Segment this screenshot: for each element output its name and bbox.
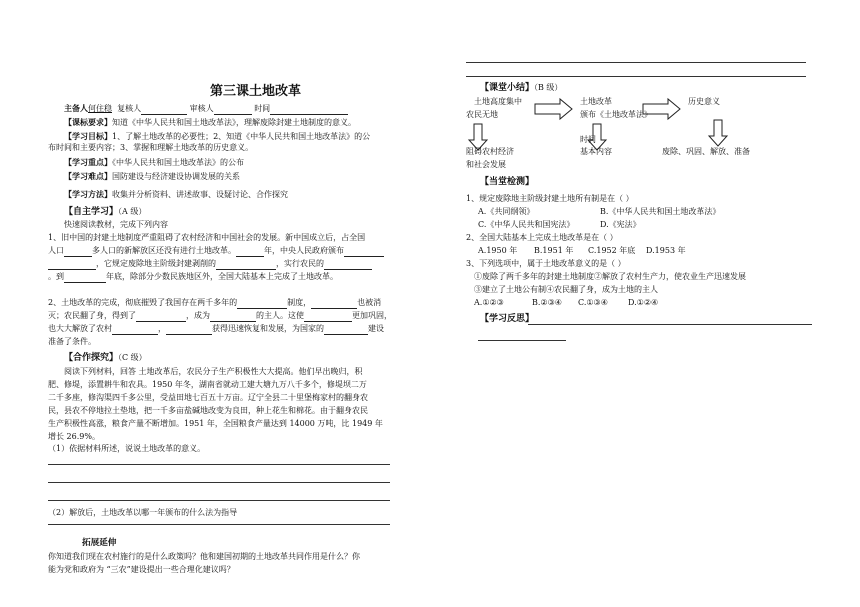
check-q3-b[interactable]: B.②③④ [532, 298, 562, 307]
q1-text-b: 多人口的新解放区还没有进行土地改革。 [92, 246, 236, 255]
auditor-blank[interactable] [214, 105, 252, 115]
check-q1-c[interactable]: C.《中华人民共和国宪法》 [478, 220, 575, 229]
method-label: 【学习方法】 [64, 189, 112, 199]
reflection-line[interactable] [478, 340, 566, 341]
q2-blank-8[interactable] [324, 325, 368, 335]
q2-text-g: 更加巩固， [352, 311, 392, 320]
q2-line3 [48, 323, 384, 335]
auditor-label: 审核人 [189, 104, 214, 113]
q2-blank-2[interactable] [311, 299, 357, 309]
check-q3-line2: ③建立了土地公有制④农民翻了身，成为土地的主人 [474, 285, 658, 294]
q1-blank-7[interactable] [64, 273, 106, 283]
q1-text-g: 年底，除部分少数民族地区外，全国大陆基本上完成了土地改革。 [106, 272, 338, 281]
check-heading [480, 176, 534, 188]
preparer-label: 主备人 [64, 103, 88, 113]
flow-bottom3: 废除、巩固、解放、准备 [662, 147, 750, 156]
goal-line2: 布时间和主要内容；3、掌握和理解土地改革的历史意义。 [48, 143, 254, 152]
check-q3-c[interactable]: C.①③④ [578, 298, 608, 307]
coop-q2: （2）解放后，土地改革以哪一年颁布的什么法为指导 [48, 508, 238, 517]
q2-text-b: 制度， [287, 298, 312, 307]
check-q2-a[interactable]: A.1950 年 [478, 246, 518, 255]
flow-bottom1-line2: 和社会发展 [466, 160, 506, 169]
time-label: 时间 [254, 104, 271, 113]
flow-bottom1-line1: 阻碍农村经济 [466, 147, 514, 156]
q1-text-e: ，实行农民的 [276, 259, 324, 268]
check-q3: 3、下列选项中，属于土地改革意义的是（ ） [466, 259, 626, 268]
extension-line2: 能为党和政府为 “三农”建设提出一些合理化建议吗？ [48, 565, 235, 574]
coop-p5: 生产积极性高涨，粮食产量不断增加。1951 年，全国粮食产量达到 14000 万吨，比 1949 年 [48, 419, 383, 428]
q1-blank-1[interactable] [64, 247, 92, 257]
preparer-name: 何住稳 [88, 104, 112, 113]
coop-p6: 增长 26.9%。 [48, 432, 100, 441]
q1-text-a: 人口 [48, 246, 64, 255]
key-label: 【学习重点】 [64, 157, 112, 167]
extension-line1: 你知道我们现在农村施行的是什么政策吗？他和建国初期的土地改革共同作用是什么？你 [48, 552, 360, 561]
requirement-row [64, 116, 356, 129]
q2-blank-7[interactable] [166, 325, 212, 335]
check-q2-c[interactable]: C.1952 年底 [588, 246, 636, 255]
q1-text-d: ，它规定废除地主阶级封建剥削的 [96, 259, 216, 268]
method-row [64, 188, 288, 201]
q2-line4: 准备了条件。 [48, 337, 96, 346]
flow-box3: 历史意义 [688, 97, 720, 106]
time-blank[interactable] [270, 105, 348, 115]
q2-text-j: 获得迅速恢复和发展，为国家的 [212, 324, 324, 333]
check-q2-d[interactable]: D.1953 年 [646, 246, 686, 255]
q2-blank-5[interactable] [304, 312, 352, 322]
requirement-text: 知道《中华人民共和国土地改革法》，理解废除封建土地制度的意义。 [112, 118, 356, 127]
q1-line1: 1、旧中国的封建土地制度严重阻碍了农村经济和中国社会的发展。新中国成立后，占全国 [48, 233, 366, 242]
self-study-intro: 快速阅读教材，完成下列内容 [64, 220, 168, 229]
q2-text-i: ， [158, 324, 166, 333]
reflection-heading [480, 313, 534, 325]
method-text: 收集并分析资料、讲述故事、设疑讨论、合作探究 [112, 190, 288, 199]
check-q1-a[interactable]: A.《共同纲领》 [478, 207, 535, 216]
check-q2-b[interactable]: B.1951 年 [534, 246, 574, 255]
coop-p2: 肥、修堤，添置耕牛和农具。1950 年冬，湖南省就动工建大塘九万八千多个，修堤坝二万 [48, 380, 367, 389]
difficulty-text: 国防建设与经济建设协调发展的关系 [112, 172, 240, 181]
flow-box2-line2: 颁布《土地改革法》 [580, 110, 652, 119]
q2-line1 [48, 297, 381, 309]
q2-line2 [48, 310, 392, 322]
summary-level: （B 级） [534, 83, 563, 92]
coop-q1: （1）依据材料所述，说说土地改革的意义。 [48, 444, 206, 453]
q1-blank-6[interactable] [324, 260, 372, 270]
key-text: 《中华人民共和国土地改革法》的公布 [112, 158, 244, 167]
check-q1-b[interactable]: B.《中华人民共和国土地改革法》 [600, 207, 721, 216]
flow-box2-line1: 土地改革 [580, 97, 612, 106]
check-label: 【当堂检测】 [480, 177, 535, 187]
reflection-line[interactable] [528, 324, 812, 325]
reflection-label: 【学习反思】 [480, 314, 535, 324]
flow-box1-line1: 土地高度集中 [474, 97, 522, 106]
q1-blank-2[interactable] [236, 247, 264, 257]
top-line [466, 76, 806, 77]
q1-blank-4[interactable] [48, 260, 96, 270]
coop-p1: 阅读下列材料，回答 土地改革后，农民分子生产积极性大大提高。他们早出晚归，积 [64, 367, 363, 376]
check-q1: 1、规定废除地主阶级封建土地所有制是在（ ） [466, 194, 634, 203]
difficulty-row [64, 170, 240, 183]
q2-text-a: 2、土地改革的完成，彻底摧毁了我国存在两千多年的 [48, 298, 238, 307]
q1-line4 [48, 271, 338, 283]
q2-blank-4[interactable] [210, 312, 256, 322]
top-line [466, 62, 806, 63]
q2-text-e: ，成为 [186, 311, 210, 320]
extension-label: 拓展延伸 [82, 538, 117, 548]
q2-text-h: 也大大解放了农村 [48, 324, 112, 333]
goal-line1: 1、了解土地改革的必要性；2、知道《中华人民共和国土地改革法》的公 [112, 132, 371, 141]
answer-line[interactable] [48, 464, 390, 465]
answer-line[interactable] [48, 524, 390, 525]
down-arrow-3 [709, 120, 727, 146]
coop-heading [64, 352, 147, 364]
header-line [64, 102, 348, 115]
summary-label: 【课堂小结】 [480, 83, 535, 93]
coop-p3: 二千多座，修沟渠四千多公里，受益田地七百五十万亩。辽宁全县二十里堡梅家村的翻身农 [48, 393, 368, 402]
right-arrow-1 [535, 99, 572, 119]
self-study-label: 【自主学习】 [64, 207, 119, 217]
q1-line2 [48, 245, 384, 257]
q2-blank-6[interactable] [112, 325, 158, 335]
reviewer-label: 复核人 [117, 104, 142, 113]
page-title: 第三课土地改革 [210, 84, 302, 99]
self-study-level: （A 级） [118, 207, 147, 216]
check-q3-line1: ①废除了两千多年的封建土地制度②解放了农村生产力，使农业生产迅速发展 [474, 272, 746, 281]
key-row [64, 156, 244, 169]
goal-label: 【学习目标】 [64, 131, 112, 141]
check-q3-d[interactable]: D.①②④ [628, 298, 659, 307]
q2-text-k: 建设 [368, 324, 384, 333]
q1-line3 [48, 258, 372, 270]
flow-box1-line2: 农民无地 [466, 110, 498, 119]
flow-bottom2: 基本内容 [580, 147, 612, 156]
q2-blank-1[interactable] [237, 299, 287, 309]
q2-text-f: 的主人。这使 [256, 311, 304, 320]
difficulty-label: 【学习难点】 [64, 171, 112, 181]
q2-blank-3[interactable] [136, 312, 186, 322]
check-q2: 2、全国大陆基本上完成土地改革是在（ ） [466, 233, 618, 242]
answer-line[interactable] [48, 482, 390, 483]
coop-label: 【合作探究】 [64, 353, 119, 363]
coop-level: （C 级） [118, 353, 147, 362]
answer-line[interactable] [48, 500, 390, 501]
check-q3-a[interactable]: A.①②③ [474, 298, 504, 307]
check-q1-d[interactable]: D.《宪法》 [600, 220, 641, 229]
self-study-heading [64, 206, 146, 218]
q2-text-d: 灭；农民翻了身，得到了 [48, 311, 136, 320]
q1-blank-5[interactable] [216, 260, 276, 270]
q1-text-f: 。到 [48, 272, 64, 281]
requirement-label: 【课标要求】 [64, 117, 112, 127]
coop-p4: 民，县农不停地拉土垫地，把一千多亩盐碱地改变为良田，种上花生和棉花。由于翻身农民 [48, 406, 368, 415]
q1-text-c: 年，中央人民政府颁布 [264, 246, 344, 255]
q1-blank-3[interactable] [344, 247, 384, 257]
right-arrow-2 [643, 99, 680, 119]
q2-text-c: 也被消 [357, 298, 382, 307]
flow-time: 时间 [580, 135, 596, 144]
reviewer-blank[interactable] [141, 105, 187, 115]
